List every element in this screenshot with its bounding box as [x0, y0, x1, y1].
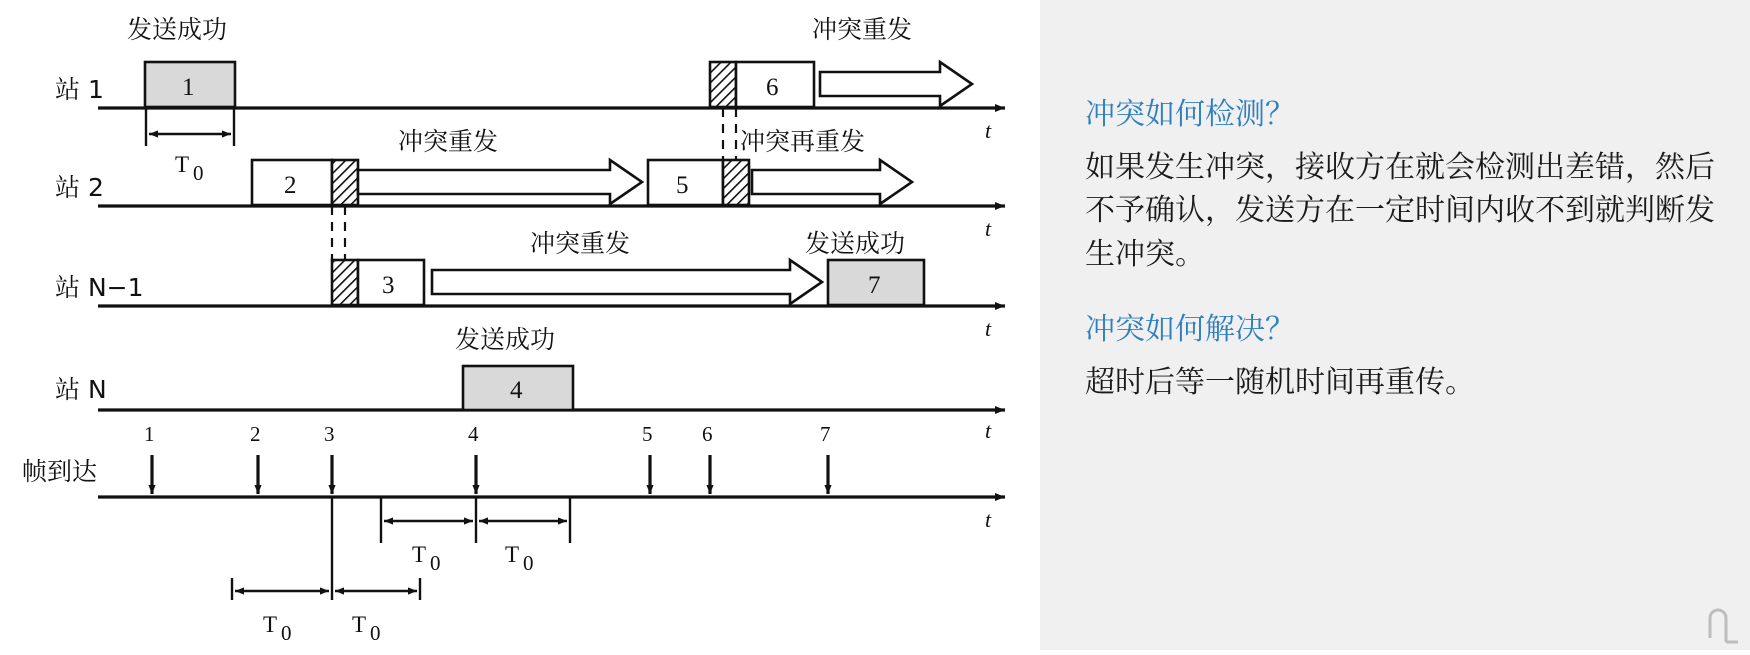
frame-label-5: 5 [676, 172, 689, 199]
station-n-1-axis-label: t [985, 316, 992, 341]
station-1-axis-label: t [985, 118, 992, 143]
annotation-send-success-2: 发送成功 [805, 229, 906, 258]
station-2-axis-label: t [985, 216, 992, 241]
note-question-2: 冲突如何解决？ [1085, 312, 1295, 347]
frame-arrival-label: 帧到达 [22, 457, 98, 486]
frame-label-7: 7 [868, 272, 881, 299]
annotation-collision-resend-3: 冲突重发 [530, 229, 631, 258]
notes-content [1085, 95, 1735, 404]
arrival-tick-2: 2 [250, 422, 261, 446]
t0-label-lower-left: T [263, 612, 278, 637]
collision-marker-station-1 [710, 62, 736, 107]
arrival-tick-3: 3 [324, 422, 335, 446]
wait-arrow-station-n-1 [432, 260, 822, 304]
station-1-label: 站 1 [55, 75, 104, 104]
wait-arrow-station-2b [752, 160, 912, 204]
page-corner-icon [1704, 608, 1744, 646]
wait-arrow-station-2a [358, 160, 642, 204]
t0-sub-lower-left: 0 [281, 621, 292, 645]
note-question-1: 冲突如何检测？ [1085, 97, 1295, 132]
annotation-send-success-1: 发送成功 [127, 15, 228, 44]
t0-label-upper-right: T [505, 542, 520, 567]
t0-label-upper-left: T [412, 542, 427, 567]
t0-sub-lower-right: 0 [370, 621, 381, 645]
station-n-axis-label: t [985, 418, 992, 443]
arrival-tick-6: 6 [702, 422, 713, 446]
t0-sub-upper-left: 0 [430, 551, 441, 575]
station-2-label: 站 2 [55, 173, 104, 202]
frame-label-6: 6 [766, 74, 779, 101]
arrival-tick-5: 5 [642, 422, 653, 446]
notes-panel [1040, 0, 1750, 650]
wait-arrow-station-1 [820, 62, 972, 106]
arrival-tick-1: 1 [144, 422, 155, 446]
t0-label-lower-right: T [352, 612, 367, 637]
arrival-axis-label: t [985, 507, 992, 532]
frame-label-3: 3 [382, 272, 395, 299]
annotation-collision-resend-1: 冲突重发 [812, 15, 913, 44]
collision-marker-station-2a [332, 160, 358, 205]
annotation-collision-reresend: 冲突再重发 [740, 127, 866, 156]
collision-marker-station-n-1 [332, 260, 358, 305]
note-answer-1: 如果发生冲突，接收方在就会检测出差错，然后不予确认，发送方在一定时间内收不到就判断发生冲突。 [1085, 149, 1715, 272]
annotation-collision-resend-2: 冲突重发 [398, 127, 499, 156]
t0-label-1: T [175, 152, 190, 177]
frame-label-1: 1 [182, 74, 195, 101]
note-answer-2: 超时后等一随机时间再重传。 [1085, 364, 1475, 400]
station-n-label: 站 N [55, 375, 107, 404]
annotation-send-success-3: 发送成功 [455, 325, 556, 354]
station-n-1-label: 站 N−1 [55, 273, 144, 302]
arrival-tick-7: 7 [820, 422, 831, 446]
collision-marker-station-2b [723, 160, 749, 205]
frame-label-4: 4 [510, 377, 523, 404]
t0-sub-1: 0 [193, 161, 204, 185]
frame-label-2: 2 [284, 172, 297, 199]
arrival-tick-4: 4 [468, 422, 479, 446]
t0-sub-upper-right: 0 [523, 551, 534, 575]
